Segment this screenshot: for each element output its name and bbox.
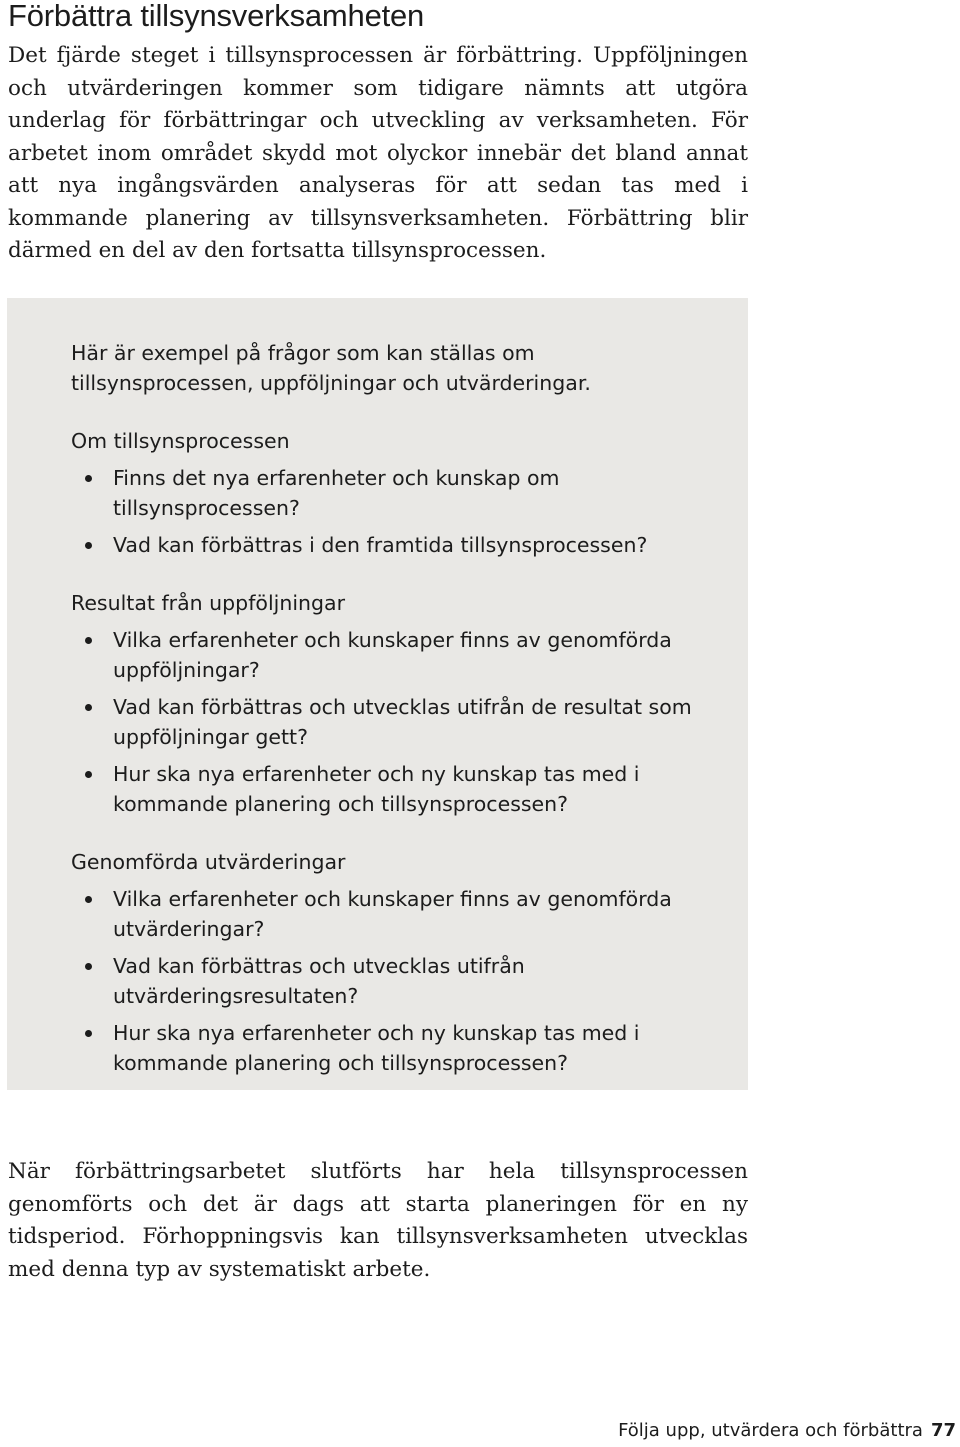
page-number: 77 xyxy=(930,1420,956,1441)
question-list xyxy=(71,463,711,560)
section-uppfoljningar xyxy=(71,588,711,819)
question-text: Hur ska nya erfarenheter och ny kunskap tas med i kommande planering och tillsynsprocessen? xyxy=(113,1021,640,1075)
question-box-intro: Här är exempel på frågor som kan ställas om tillsynsprocessen, uppföljningar och utvärderingar. xyxy=(71,341,591,395)
bullet-icon xyxy=(85,704,92,711)
list-item xyxy=(71,1018,711,1078)
bullet-icon xyxy=(85,637,92,644)
list-item xyxy=(71,530,711,560)
section-title: Genomförda utvärderingar xyxy=(71,850,346,874)
question-text: Hur ska nya erfarenheter och ny kunskap tas med i kommande planering och tillsynsprocessen? xyxy=(113,762,640,816)
bullet-icon xyxy=(85,542,92,549)
question-list xyxy=(71,884,711,1078)
question-list xyxy=(71,625,711,819)
page-heading: Förbättra tillsynsverksamheten xyxy=(8,0,425,33)
list-item xyxy=(71,692,711,752)
question-text: Vad kan förbättras och utvecklas utifrån utvärderingsresultaten? xyxy=(113,954,525,1008)
page-footer xyxy=(618,1418,956,1444)
intro-paragraph: Det fjärde steget i tillsynsprocessen är förbättring. Uppföljningen och utvärderingen kommer som tidigare nämnts att utgöra underlag för förbättringar och utveckling av verksamheten. För arbetet inom området skydd mot olyckor innebär det bland annat att nya ingångsvärden analyseras för att sedan tas med i kommande planering av tillsynsverksamheten. Förbättring blir därmed en del av den fortsatta tillsynsprocessen. xyxy=(8,43,748,263)
question-text: Vilka erfarenheter och kunskaper finns av genomförda utvärderingar? xyxy=(113,887,672,941)
list-item xyxy=(71,625,711,685)
section-title: Resultat från uppföljningar xyxy=(71,591,346,615)
bullet-icon xyxy=(85,963,92,970)
running-title: Följa upp, utvärdera och förbättra xyxy=(618,1420,923,1441)
bullet-icon xyxy=(85,475,92,482)
question-text: Vad kan förbättras och utvecklas utifrån de resultat som uppföljningar gett? xyxy=(113,695,692,749)
list-item xyxy=(71,884,711,944)
question-box-content xyxy=(71,338,711,1106)
list-item xyxy=(71,463,711,523)
closing-paragraph: När förbättringsarbetet slutförts har hela tillsynsprocessen genomförts och det är dags att starta planeringen för en ny tidsperiod. Förhoppningsvis kan tillsynsverksamheten utvecklas med denna typ av systematiskt arbete. xyxy=(8,1159,748,1282)
section-tillsynsprocessen xyxy=(71,426,711,560)
bullet-icon xyxy=(85,1030,92,1037)
list-item xyxy=(71,951,711,1011)
question-text: Vad kan förbättras i den framtida tillsynsprocessen? xyxy=(113,533,648,557)
section-title: Om tillsynsprocessen xyxy=(71,429,290,453)
bullet-icon xyxy=(85,771,92,778)
question-box xyxy=(7,298,748,1090)
list-item xyxy=(71,759,711,819)
section-utvarderingar xyxy=(71,847,711,1078)
question-text: Finns det nya erfarenheter och kunskap om tillsynsprocessen? xyxy=(113,466,560,520)
bullet-icon xyxy=(85,896,92,903)
question-text: Vilka erfarenheter och kunskaper finns av genomförda uppföljningar? xyxy=(113,628,672,682)
